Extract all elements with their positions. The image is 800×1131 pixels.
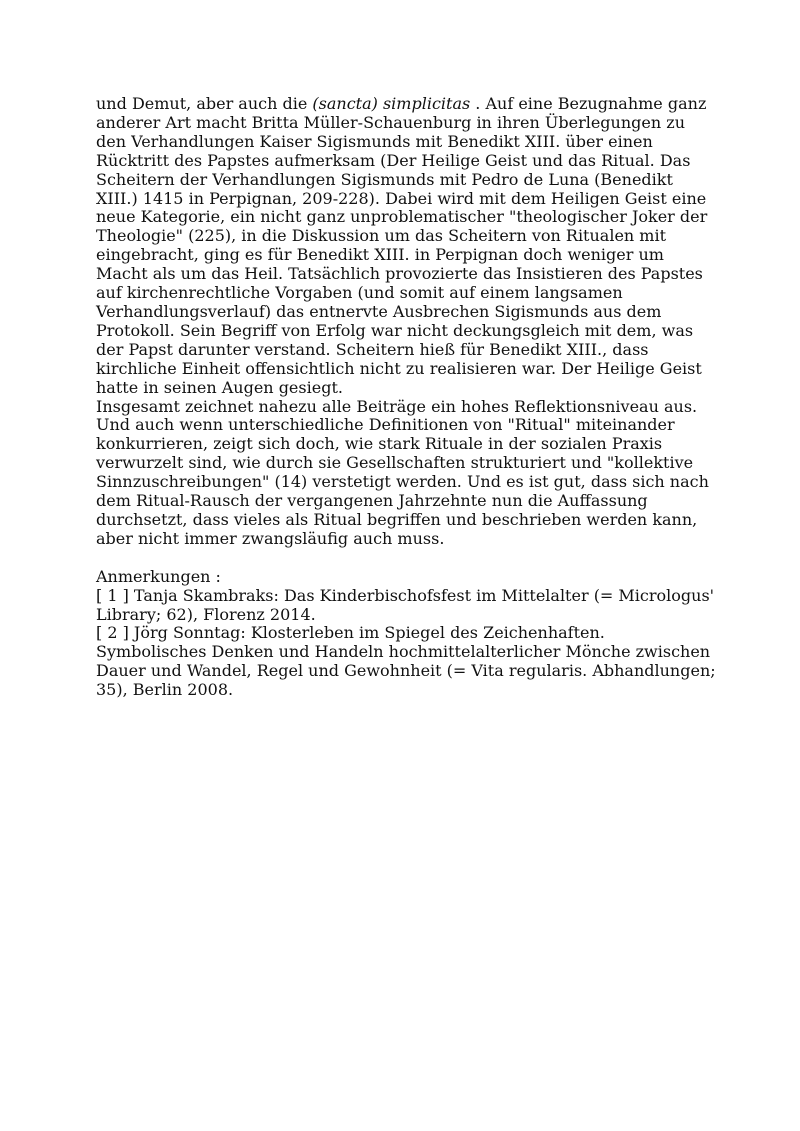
intro-italic-term: (sancta) simplicitas [312, 94, 471, 113]
body-paragraph-1-text: . Auf eine Bezugnahme ganz anderer Art macht Britta Müller-Schauenburg in ihren Überlegungen zu den Verhandlungen Kaiser Sigismunds mit Benedikt XIII. über einen Rücktritt des Papstes aufmerksam (Der Heilige Geist und das Ritual. Das Scheitern der Verhandlungen Sigismunds mit Pedro de Luna (Benedikt XIII.) 1415 in Perpignan, 209-228). Dabei wird mit dem Heiligen Geist eine neue Kategorie, ein nicht ganz unproblematischer "theologischer Joker der Theologie" (225), in die Diskussion um das Scheitern von Ritualen mit eingebracht, ging es für Benedikt XIII. in Perpignan doch weniger um Macht als um das Heil. Tatsächlich provozierte das Insistieren des Papstes auf kirchenrechtliche Vorgaben (und somit auf einem langsamen Verhandlungsverlauf) das entnervte Ausbrechen Sigismunds aus dem Protokoll. Sein Begriff von Erfolg war nicht deckungsgleich mit dem, was der Papst darunter verstand. Scheitern hieß für Benedikt XIII., dass kirchliche Einheit offensichtlich nicht zu realisieren war. Der Heilige Geist hatte in seinen Augen gesiegt. [96, 94, 708, 397]
notes-heading: Anmerkungen : [96, 566, 221, 586]
document-page [96, 95, 716, 700]
body-paragraph-1 [96, 95, 716, 398]
footnote-2: [ 2 ] Jörg Sonntag: Klosterleben im Spiegel des Zeichenhaften. Symbolisches Denken und Handeln hochmittelalterlicher Mönche zwischen Dauer und Wandel, Regel und Gewohnheit (= Vita regularis. Abhandlungen; 35), Berlin 2008. [96, 623, 716, 700]
intro-text: und Demut, aber auch die [96, 94, 313, 113]
body-paragraph-2: Insgesamt zeichnet nahezu alle Beiträge ein hohes Reflektionsniveau aus. Und auch wenn unterschiedliche Definitionen von "Ritual" miteinander konkurrieren, zeigt sich doch, wie stark Rituale in der sozialen Praxis verwurzelt sind, wie durch sie Gesellschaften strukturiert und "kollektive Sinnzuschreibungen" (14) verstetigt werden. Und es ist gut, dass sich nach dem Ritual-Rausch der vergangenen Jahrzehnte nun die Auffassung durchsetzt, dass vieles als Ritual begriffen und beschrieben werden kann, aber nicht immer zwangsläufig auch muss. [96, 396, 709, 548]
footnote-1: [ 1 ] Tanja Skambraks: Das Kinderbischofsfest im Mittelalter (= Micrologus' Library; 62), Florenz 2014. [96, 585, 715, 624]
section-spacer [96, 549, 716, 568]
